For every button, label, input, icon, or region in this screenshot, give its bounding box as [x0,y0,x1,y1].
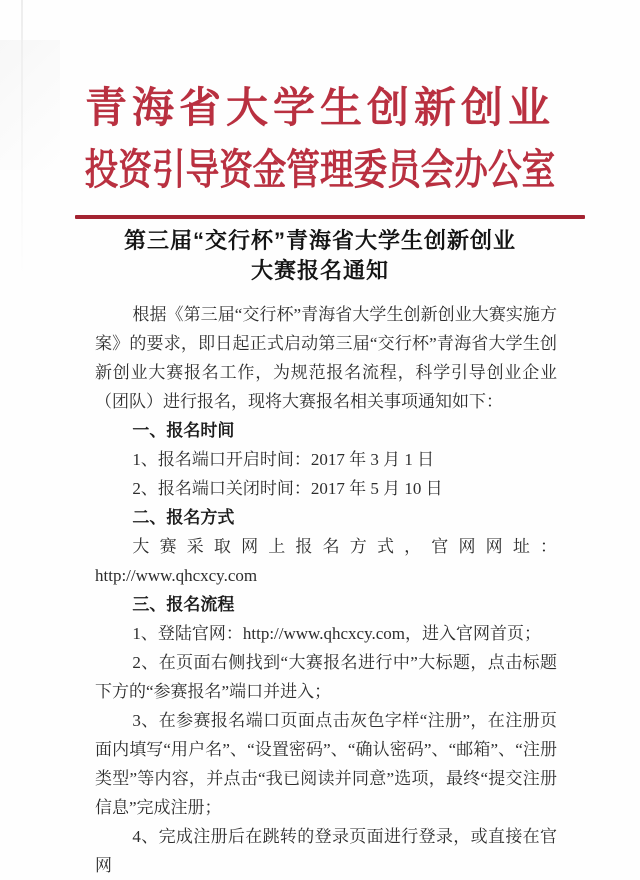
notice-sections [95,416,557,880]
section-2-item-1: 大赛采取网上报名方式，官网网址：http://www.qhcxcy.com [95,537,557,585]
notice-body [95,300,557,880]
section-heading-1: 一、报名时间 [132,421,235,440]
section-1-item-1: 1、报名端口开启时间：2017 年 3 月 1 日 [132,450,435,469]
letterhead-red-rule [75,215,585,219]
section-3-item-3: 3、在参赛报名端口页面点击灰色字样“注册”，在注册页面内填写“用户名”、“设置密码”、“确认密码”、“邮箱”、“注册类型”等内容，并点击“我已阅读并同意”选项，最终“提交注册信息”完成注册； [95,711,557,817]
section-3-item-2: 2、在页面右侧找到“大赛报名进行中”大标题，点击标题下方的“参赛报名”端口并进入； [95,653,557,701]
letterhead-org-name [0,78,640,202]
intro-paragraph: 根据《第三届“交行杯”青海省大学生创新创业大赛实施方案》的要求，即日起正式启动第三届“交行杯”青海省大学生创新创业大赛报名工作，为规范报名流程，科学引导创业企业（团队）进行报名，现将大赛报名相关事项通知如下： [95,305,557,411]
section-3-item-4: 4、完成注册后在跳转的登录页面进行登录，或直接在官网 [95,827,557,875]
section-3-item-1: 1、登陆官网：http://www.qhcxcy.com，进入官网首页； [132,624,541,643]
letterhead-line1: 青海省大学生创新创业 [84,86,555,132]
section-heading-2: 二、报名方式 [132,508,235,527]
notice-title-line1: 第三届“交行杯”青海省大学生创新创业 [123,228,516,253]
section-heading-3: 三、报名流程 [132,595,235,614]
section-1-item-2: 2、报名端口关闭时间：2017 年 5 月 10 日 [132,479,443,498]
notice-title [0,226,640,286]
letterhead-line2: 投资引导资金管理委员会办公室 [84,148,556,194]
notice-title-line2: 大赛报名通知 [250,258,389,283]
